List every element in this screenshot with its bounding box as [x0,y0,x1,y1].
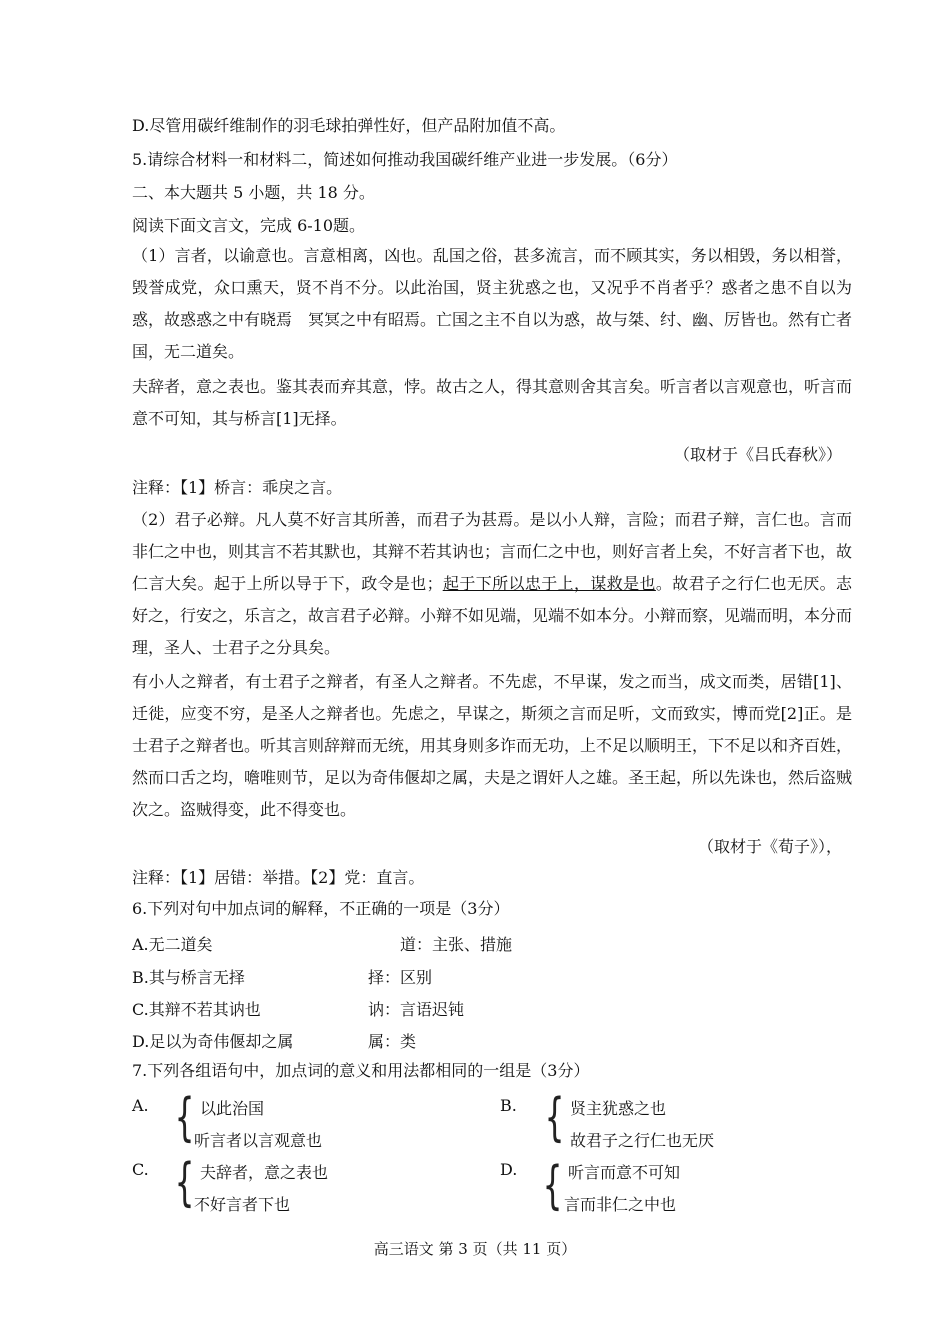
q7-option-a-label: A. [132,1096,149,1115]
q7-option-b-label: B. [500,1096,517,1115]
q6-gloss-d: 属：类 [368,1032,417,1051]
q6-gloss-c: 讷：言语迟钝 [368,1000,465,1019]
q7-a-line1: 以此治国 [200,1099,265,1118]
q7-brace-b: { [544,1088,565,1148]
q6-option-a: A.无二道矣 [132,935,213,954]
q7-b-line2: 故君子之行仁也无厌 [570,1131,715,1150]
note1: 注释：【1】桥言：乖戾之言。 [132,478,343,497]
source1: （取材于《吕氏春秋》） [673,445,842,464]
q6-gloss-b: 择：区别 [368,968,433,987]
q6-option-c: C.其辩不若其讷也 [132,1000,261,1019]
passage2-text-b: 。故君子之行仁也无厌。志好之，行安之，乐言之，故言君子必辩。小辩不如见端，见端不如本分。小辩而察，见端而明，本分而理，圣人、士君子之分具矣。 [132,574,853,657]
q5: 5.请综合材料一和材料二，简述如何推动我国碳纤维产业进一步发展。（6分） [132,150,678,169]
q7-option-d-label: D. [500,1160,518,1179]
q7-question: 7.下列各组语句中，加点词的意义和用法都相同的一组是（3分） [132,1061,590,1080]
passage2-text-a: （2）君子必辩。凡人莫不好言其所善，而君子为甚焉。是以小人辩，言险；而君子辩，言仁也。言而非仁之中也，则其言不若其默也，其辩不若其讷也；言而仁之中也，则好言者上矣，不好言者下也，故仁言大矣。起于上所以导于下，政令是也； [132,510,853,593]
q6-gloss-a: 道：主张、措施 [400,935,513,954]
passage1-paragraph1: （1）言者，以谕意也。言意相离，凶也。乱国之俗，甚多流言，而不顾其实，务以相毁，务以相誉，毁誉成党，众口熏天，贤不肖不分。以此治国，贤主犹惑之也，又况乎不肖者乎？惑者之患不自以为惑，故惑惑之中有晓焉 冥冥之中有昭焉。亡国之主不自以为惑，故与桀、纣、幽、厉皆也。然有亡者国，无二道矣。 [132,246,853,361]
q7-c-line2: 不好言者下也 [194,1195,291,1214]
q7-a-line2: 听言者以言观意也 [194,1131,323,1150]
q6-option-d: D.足以为奇伟偃却之属 [132,1032,294,1051]
passage2-paragraph2: 有小人之辩者，有士君子之辩者，有圣人之辩者。不先虑，不早谋，发之而当，成文而类，居错[1]、迁徙，应变不穷，是圣人之辩者也。先虑之，早谋之，斯须之言而足听，文而致实，博而党[2]正。是士君子之辩者也。听其言则辞辩而无统，用其身则多诈而无功，上不足以顺明王，下不足以和齐百姓，然而口舌之均，噡唯则节，足以为奇伟偃却之属，夫是之谓奸人之雄。圣王起，所以先诛也，然后盗贼次之。盗贼得变，此不得变也。 [132,672,853,819]
q7-brace-c: { [174,1153,195,1213]
section2-header: 二、本大题共 5 小题，共 18 分。 [132,183,375,202]
instruction: 阅读下面文言文，完成 6-10题。 [132,216,366,235]
page-footer: 高三语文 第 3 页（共 11 页） [373,1240,577,1258]
q4-option-d: D.尽管用碳纤维制作的羽毛球拍弹性好，但产品附加值不高。 [132,116,566,135]
q7-d-line2: 言而非仁之中也 [564,1195,677,1214]
q7-c-line1: 夫辞者，意之表也 [200,1163,329,1182]
q7-option-c-label: C. [132,1160,149,1179]
passage1-paragraph2: 夫辞者，意之表也。鉴其表而弃其意，悖。故古之人，得其意则舍其言矣。听言者以言观意也，听言而意不可知，其与桥言[1]无择。 [132,377,853,428]
source2: （取材于《荀子》）， [697,837,842,856]
underlined-sentence: 起于下所以忠于上，谋救是也 [442,574,656,593]
q7-b-line1: 贤主犹惑之也 [570,1099,667,1118]
passage2-paragraph1 [132,504,852,664]
q7-d-line1: 听言而意不可知 [568,1163,681,1182]
q6-question: 6.下列对句中加点词的解释，不正确的一项是（3分） [132,899,510,918]
note2: 注释：【1】居错：举措。【2】党：直言。 [132,868,425,887]
q7-brace-d: { [542,1156,563,1216]
q6-option-b: B.其与桥言无择 [132,968,245,987]
q7-brace-a: { [174,1088,195,1148]
